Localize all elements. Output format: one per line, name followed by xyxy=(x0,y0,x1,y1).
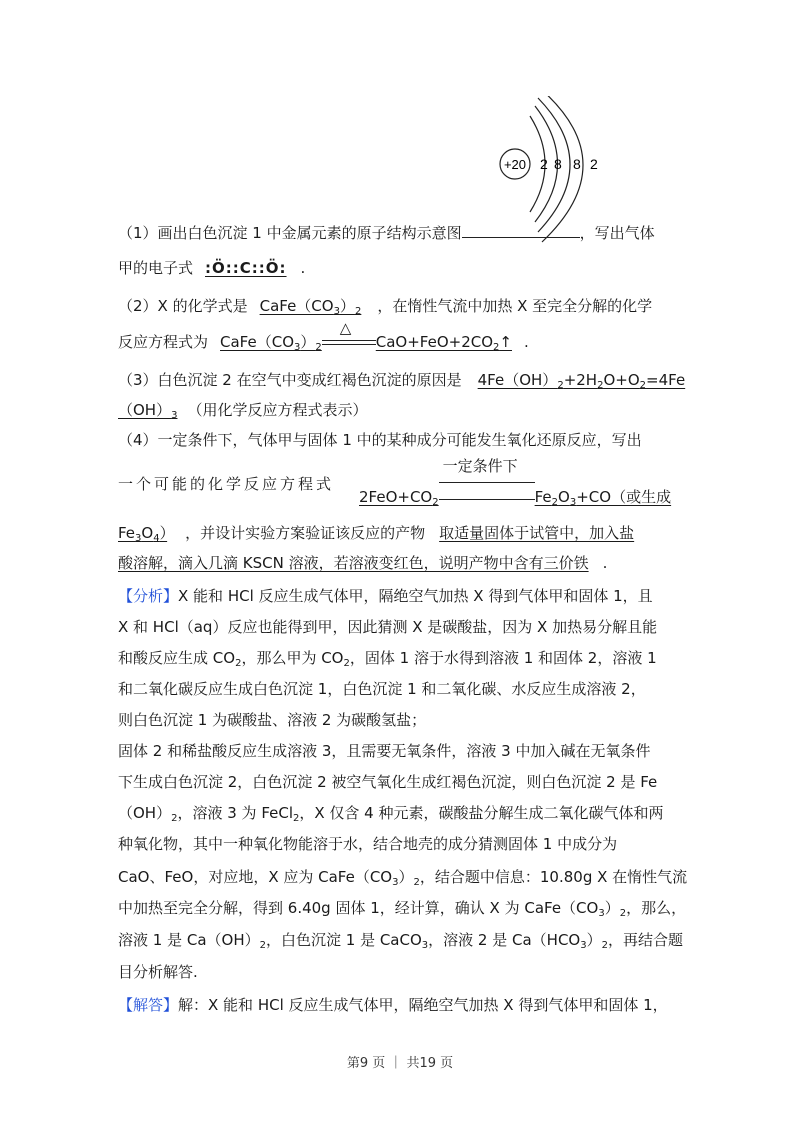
q1-end: . xyxy=(300,259,306,277)
analysis-line-3: 和酸反应生成 $CO_2$，那么甲为 $CO_2$，固体 1 溶于水得到溶液 1 和固体 2，溶液 1 xyxy=(118,649,657,669)
analysis-line-2: X 和 HCl（aq）反应也能得到甲，因此猜测 X 是碳酸盐，因为 X 加热易分解且能 xyxy=(118,618,658,636)
analysis-line-8: $(OH)_2$，溶液 3 为 FeCl$_2$，X 仅含 4 种元素，碳酸盐分解生成二氧化碳气体和两 xyxy=(118,804,664,824)
q2-condition-block: △ xyxy=(322,330,376,345)
q3-text-b: （用化学反应方程式表示） xyxy=(187,401,368,419)
q2-line-2 xyxy=(118,319,529,358)
q4-text-c: ，并设计实验方案验证该反应的产物 xyxy=(185,524,426,542)
q4-eq-left: $2FeO+CO_2$ xyxy=(359,488,439,508)
q4-answer-a: 取适量固体于试管中，加入盐 xyxy=(439,524,635,542)
q2-line-1 xyxy=(118,296,652,322)
q4-end: . xyxy=(602,554,608,572)
q3-text-a: （3）白色沉淀 2 在空气中变成红褐色沉淀的原因是 xyxy=(118,371,462,389)
analysis-line-9: 种氧化物，其中一种氧化物能溶于水，结合地壳的成分猜测固体 1 中成分为 xyxy=(118,835,618,853)
shell-count-3: 8 xyxy=(573,156,581,172)
q2-text-a: （2）X 的化学式是 xyxy=(118,297,248,315)
q4-line-1 xyxy=(118,430,642,450)
electron-formula: :Ö::C::Ö: xyxy=(205,259,287,277)
analysis-line-4: 和二氧化碳反应生成白色沉淀 1，白色沉淀 1 和二氧化碳、水反应生成溶液 2， xyxy=(118,680,646,698)
analysis-line-7: 下生成白色沉淀 2，白色沉淀 2 被空气氧化生成红褐色沉淀，则白色沉淀 2 是 Fe xyxy=(118,773,658,791)
q2-text-c: 反应方程式为 xyxy=(118,333,209,351)
nucleus-charge: +20 xyxy=(503,157,527,172)
q2-end: . xyxy=(524,333,529,351)
analysis-line-13: 目分析解答. xyxy=(118,963,198,981)
q3-answer-b: $(OH)_3$ xyxy=(118,401,178,421)
q4-line-2 xyxy=(118,474,334,494)
analysis-line-6: 固体 2 和稀盐酸反应生成溶液 3，且需要无氧条件，溶液 3 中加入碱在无氧条件 xyxy=(118,742,651,760)
q1-text-b: ，写出气体 xyxy=(579,224,655,242)
q1-text-c: 甲的电子式 xyxy=(118,259,194,277)
page-footer: 第9 页 ｜ 共19 页 xyxy=(346,1056,454,1071)
q1-line-1 xyxy=(118,222,655,243)
q1-text: （1）画出白色沉淀 1 中金属元素的原子结构示意图 xyxy=(118,224,462,242)
analysis-line-1: 【分析】X 能和 HCl 反应生成气体甲，隔绝空气加热 X 得到气体甲和固体 1，且 xyxy=(118,587,653,605)
solution-line-1: 【解答】解：X 能和 HCl 反应生成气体甲，隔绝空气加热 X 得到气体甲和固体 1， xyxy=(118,996,668,1014)
q4-text-a: （4）一定条件下，气体甲与固体 1 中的某种成分可能发生氧化还原反应，写出 xyxy=(118,431,642,449)
q2-text-b: ，在惰性气流中加热 X 至完全分解的化学 xyxy=(377,297,653,315)
analysis-line-11: 中加热至完全分解，得到 6.40g 固体 1，经计算，确认 X 为 $CaFe(CO_3)_2$，那么， xyxy=(118,899,687,919)
shell-count-4: 2 xyxy=(590,156,598,172)
q3-line-2 xyxy=(118,400,367,426)
analysis-tag: 【分析】 xyxy=(118,587,179,605)
q4-line-4 xyxy=(118,553,607,573)
q4-alt-product: $Fe_3O_4$） xyxy=(118,524,168,544)
q4-condition-block: 一定条件下 xyxy=(439,472,535,500)
q2-answer-formula: $CaFe(CO_3)_2$ xyxy=(259,297,362,317)
q2-eq-left: $CaFe(CO_3)_2$ xyxy=(220,333,322,353)
q3-line-1 xyxy=(118,370,685,396)
shell-count-1: 2 xyxy=(540,156,548,172)
analysis-line-10: CaO、FeO，对应地，X 应为 $CaFe(CO_3)_2$，结合题中信息：10.80g X 在惰性气流 xyxy=(118,868,688,888)
analysis-line-5: 则白色沉淀 1 为碳酸盐、溶液 2 为碳酸氢盐； xyxy=(118,711,427,729)
q4-line-3 xyxy=(118,523,634,549)
q2-eq-right: $CaO+FeO+2CO_2↑$ xyxy=(375,333,512,353)
q4-text-b: 一个可能的化学反应方程式 xyxy=(118,475,335,493)
q4-eq-right: $Fe_2O_3+CO$（或生成 xyxy=(534,488,672,508)
q1-blank xyxy=(462,222,580,238)
analysis-line-12: 溶液 1 是 $Ca(OH)_2$，白色沉淀 1 是 CaCO$_3$，溶液 2 是 $Ca(HCO_3)_2$，再结合题 xyxy=(118,931,684,951)
solution-tag: 【解答】 xyxy=(118,996,179,1014)
q4-answer-b: 酸溶解，滴入几滴 KSCN 溶液，若溶液变红色，说明产物中含有三价铁 xyxy=(118,554,589,572)
shell-count-2: 8 xyxy=(554,156,562,172)
q1-line-2 xyxy=(118,258,305,278)
q4-equation xyxy=(345,457,672,513)
q3-answer-a: $4Fe(OH)_2+2H_2O+O_2=4Fe$ xyxy=(477,371,686,391)
